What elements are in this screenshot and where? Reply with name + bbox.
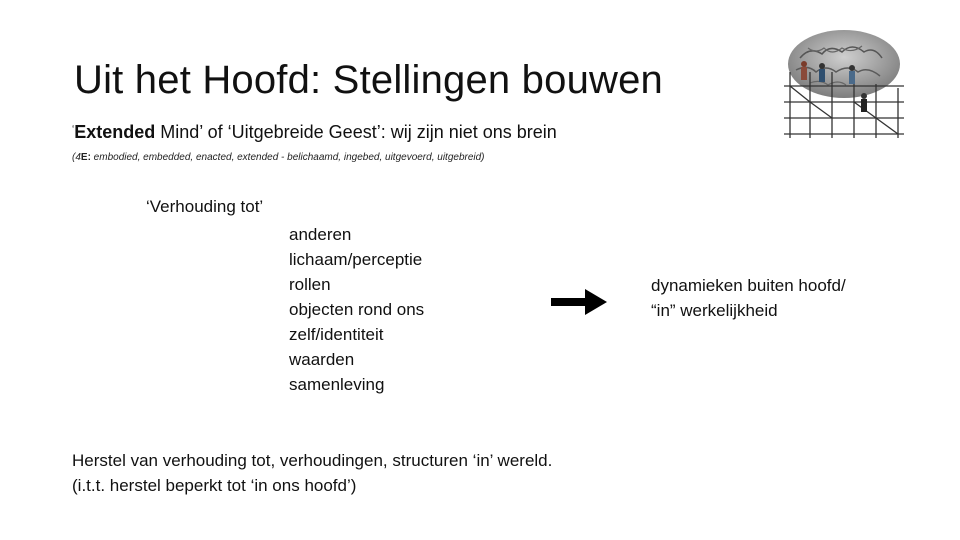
- result-text: [651, 273, 846, 323]
- subtitle-text: Mind’ of ‘Uitgebreide Geest’: wij zijn niet ons brein: [155, 122, 557, 142]
- note-prefix: (4: [72, 152, 81, 163]
- list-item: zelf/identiteit: [289, 325, 384, 344]
- list-item: lichaam/perceptie: [289, 250, 423, 269]
- list-item: samenleving: [289, 375, 385, 394]
- list-item: rollen: [289, 275, 331, 294]
- note-bold: E:: [80, 152, 91, 163]
- list-item: anderen: [289, 225, 352, 244]
- relation-label: ‘Verhouding tot’: [146, 197, 264, 216]
- opening-quote: ‘: [72, 124, 75, 135]
- result-line: dynamieken buiten hoofd/: [651, 276, 846, 295]
- footer-text: [72, 448, 552, 498]
- footer-line: (i.t.t. herstel beperkt tot ‘in ons hoofd’): [72, 476, 357, 495]
- note-text: embodied, embedded, enacted, extended - belichaamd, ingebed, uitgevoerd, uitgebreid): [90, 152, 485, 163]
- slide-title: Uit het Hoofd: Stellingen bouwen: [74, 58, 663, 102]
- relation-list: [289, 222, 424, 397]
- subtitle: [72, 122, 557, 143]
- result-line: “in” werkelijkheid: [651, 301, 778, 320]
- list-item: waarden: [289, 350, 355, 369]
- right-arrow-icon: [551, 289, 607, 320]
- footer-line: Herstel van verhouding tot, verhoudingen, structuren ‘in’ wereld.: [72, 451, 553, 470]
- four-e-note: [72, 152, 485, 163]
- brain-scaffolding-illustration: [780, 28, 912, 145]
- list-item: objecten rond ons: [289, 300, 425, 319]
- subtitle-bold: Extended: [74, 122, 156, 142]
